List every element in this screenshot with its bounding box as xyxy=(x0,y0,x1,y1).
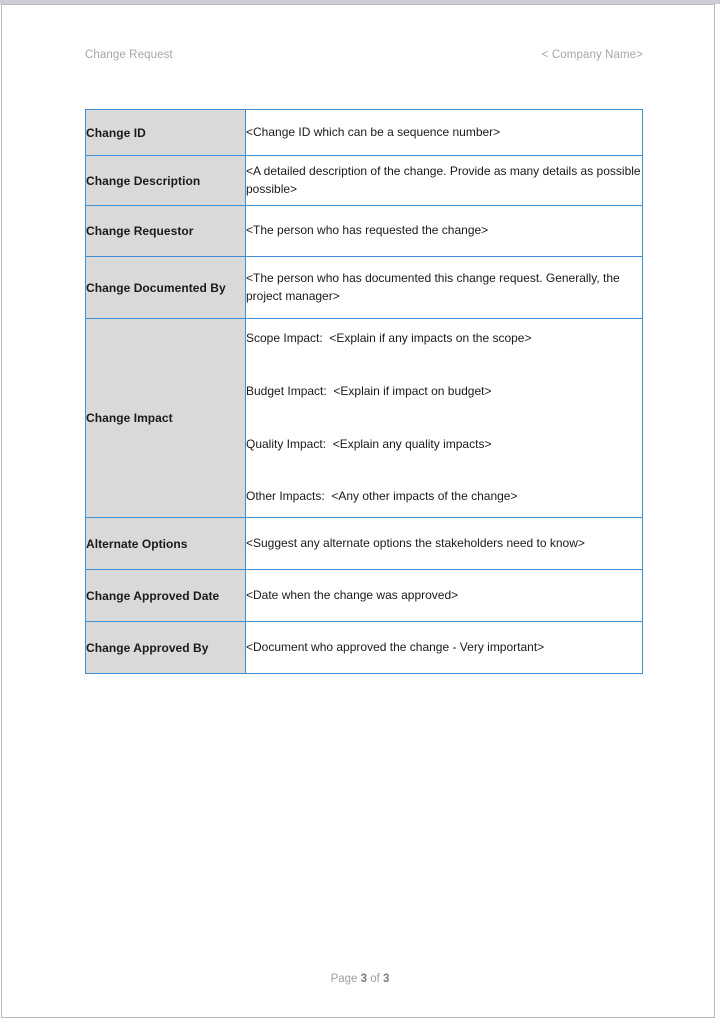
table-row xyxy=(86,257,643,319)
header-company-name: < Company Name> xyxy=(541,49,643,61)
table-row xyxy=(86,622,643,674)
row-label-alternate-options: Alternate Options xyxy=(86,518,246,570)
footer-page-middle: of xyxy=(367,973,384,985)
impact-line-quality[interactable]: Quality Impact: <Explain any quality impacts> xyxy=(246,436,492,451)
row-label-change-description: Change Description xyxy=(86,156,246,206)
document-header xyxy=(85,49,643,61)
row-label-change-documented-by: Change Documented By xyxy=(86,257,246,319)
document-footer xyxy=(2,973,718,985)
table-row xyxy=(86,319,643,518)
row-label-change-approved-date: Change Approved Date xyxy=(86,570,246,622)
impact-line-budget[interactable]: Budget Impact: <Explain if impact on budget> xyxy=(246,383,492,398)
impact-line-other[interactable]: Other Impacts: <Any other impacts of the change> xyxy=(246,489,518,504)
impact-line-scope[interactable]: Scope Impact: <Explain if any impacts on the scope> xyxy=(246,331,532,346)
table-row xyxy=(86,156,643,206)
row-label-change-id: Change ID xyxy=(86,110,246,156)
table-row xyxy=(86,570,643,622)
row-label-change-requestor: Change Requestor xyxy=(86,206,246,257)
row-value-alternate-options[interactable]: <Suggest any alternate options the stakeholders need to know> xyxy=(246,518,643,570)
row-value-change-impact xyxy=(246,319,643,518)
row-label-change-impact: Change Impact xyxy=(86,319,246,518)
change-request-table xyxy=(85,109,643,674)
change-request-table-body xyxy=(86,110,643,674)
footer-current-page: 3 xyxy=(360,973,368,985)
table-row xyxy=(86,518,643,570)
row-value-change-approved-by[interactable]: <Document who approved the change - Very important> xyxy=(246,622,643,674)
row-value-change-approved-date[interactable]: <Date when the change was approved> xyxy=(246,570,643,622)
document-page xyxy=(1,4,715,1018)
footer-total-pages: 3 xyxy=(383,973,390,985)
row-value-change-documented-by[interactable]: <The person who has documented this change request. Generally, the project manager> xyxy=(246,257,643,319)
table-row xyxy=(86,110,643,156)
footer-page-prefix: Page xyxy=(330,973,361,985)
row-value-change-requestor[interactable]: <The person who has requested the change> xyxy=(246,206,643,257)
row-value-change-description[interactable]: <A detailed description of the change. Provide as many details as possible possible> xyxy=(246,156,643,206)
table-row xyxy=(86,206,643,257)
row-label-change-approved-by: Change Approved By xyxy=(86,622,246,674)
row-value-change-id[interactable]: <Change ID which can be a sequence number> xyxy=(246,110,643,156)
header-document-title: Change Request xyxy=(85,49,173,61)
